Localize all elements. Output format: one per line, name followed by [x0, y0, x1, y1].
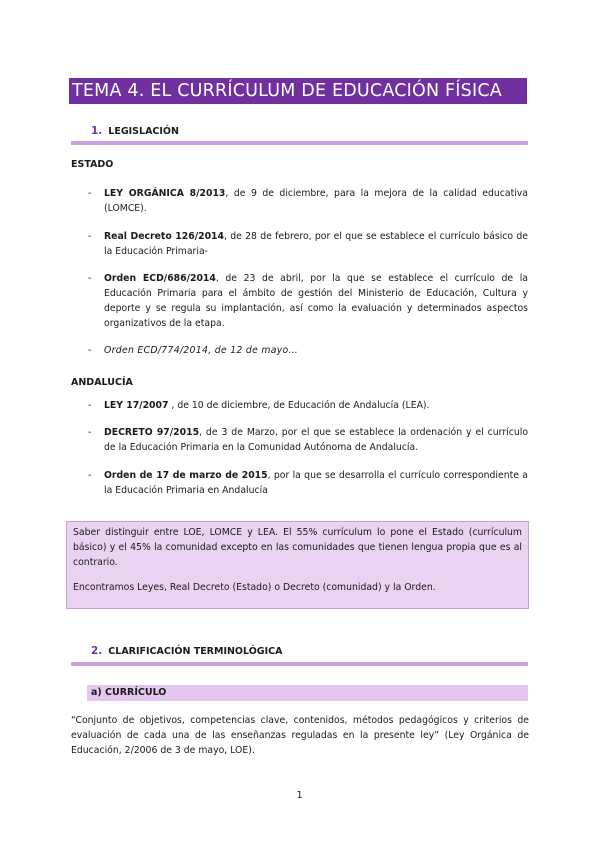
bullet-dash: -	[88, 427, 92, 438]
note-box	[66, 521, 529, 609]
law-italic: Orden ECD/774/2014, de 12 de mayo…	[104, 345, 299, 356]
estado-item-4	[88, 343, 528, 358]
subsection-a-heading: a) CURRÍCULO	[91, 687, 167, 698]
bullet-dash: -	[88, 470, 92, 481]
estado-item-3	[88, 271, 528, 331]
section-2-heading	[91, 645, 282, 657]
note-paragraph-1: Saber distinguir entre LOE, LOMCE y LEA. El 55% currículum lo pone el Estado (currículum básico) y el 45% la comunidad excepto en las comunidades que tienen lengua propia que es al contrario.	[73, 527, 522, 568]
law-description: , de 23 de abril, por la que se establece el currículo de la Educación Primaria para el ámbito de gestión del Ministerio de Educación, Cultura y deporte y se regula su implantación, así como la evaluación y determinados aspectos organizativos de la etapa.	[104, 273, 528, 329]
andalucia-item-2	[88, 425, 529, 455]
section-1-number: 1.	[91, 125, 103, 137]
estado-item-2	[88, 229, 528, 259]
law-name: Orden de 17 de marzo de 2015	[104, 470, 268, 481]
section-1-heading	[91, 125, 179, 137]
section-1-rule	[71, 141, 528, 145]
bullet-dash: -	[88, 273, 92, 284]
estado-heading: ESTADO	[71, 159, 114, 170]
law-description: , de 3 de Marzo, por el que se establece la ordenación y el currículo de la Educación Primaria en la Comunidad Autónoma de Andalucía.	[104, 427, 529, 453]
law-name: Real Decreto 126/2014	[104, 231, 224, 242]
section-1-label: LEGISLACIÓN	[108, 126, 179, 137]
bullet-dash: -	[88, 345, 92, 356]
andalucia-heading: ANDALUCÍA	[71, 377, 133, 388]
law-name: DECRETO 97/2015	[104, 427, 200, 438]
section-2-label: CLARIFICACIÓN TERMINOLÓGICA	[108, 646, 283, 657]
section-2-number: 2.	[91, 645, 103, 657]
andalucia-item-3	[88, 468, 528, 498]
law-name: Orden ECD/686/2014	[104, 273, 216, 284]
curriculum-definition-quote: “Conjunto de objetivos, competencias clave, contenidos, métodos pedagógicos y criterios de evaluación de cada una de las enseñanzas reguladas en la presente ley” (Ley Orgánica de Educación, 2/2006 de 3 de mayo, LOE).	[71, 715, 529, 756]
document-title: TEMA 4. EL CURRÍCULUM DE EDUCACIÓN FÍSICA	[69, 78, 527, 104]
note-paragraph-2: Encontramos Leyes, Real Decreto (Estado) o Decreto (comunidad) y la Orden.	[73, 582, 436, 593]
law-description: , de 10 de diciembre, de Educación de Andalucía (LEA).	[168, 400, 430, 411]
bullet-dash: -	[88, 231, 92, 242]
law-description: , de 9 de diciembre, para la mejora de la calidad educativa (LOMCE).	[104, 188, 529, 214]
bullet-dash: -	[88, 400, 92, 411]
law-description: , por la que se desarrolla el currículo correspondiente a la Educación Primaria en Andalucía	[104, 470, 528, 496]
bullet-dash: -	[88, 188, 92, 199]
page-number: 1	[296, 790, 303, 801]
law-description: , de 28 de febrero, por el que se establece el currículo básico de la Educación Primaria-	[104, 231, 528, 257]
law-name: LEY 17/2007	[104, 400, 169, 411]
estado-item-1	[88, 186, 529, 216]
section-2-rule	[71, 662, 528, 666]
law-name: LEY ORGÁNICA 8/2013	[104, 188, 226, 199]
andalucia-item-1	[88, 398, 528, 413]
